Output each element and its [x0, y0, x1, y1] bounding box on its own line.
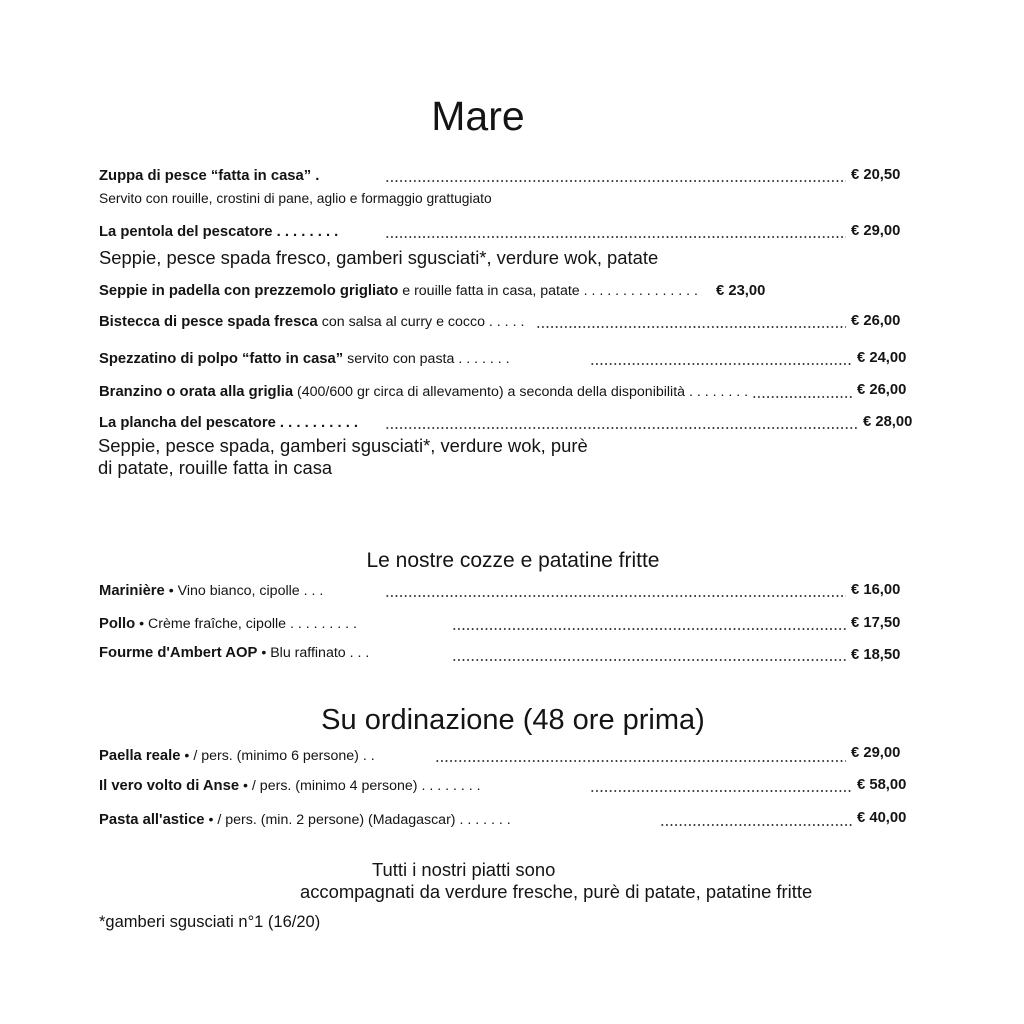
section-heading-ordinazione: Su ordinazione (48 ore prima) — [321, 704, 705, 736]
dish-description — [98, 435, 588, 479]
dish-detail: con salsa al curry e cocco . . . . . — [321, 314, 525, 330]
dish-name: Paella reale — [99, 748, 181, 764]
dish-detail: • / pers. (minimo 4 persone) . . . . . . . . — [243, 778, 481, 794]
menu-item — [0, 283, 1024, 300]
menu-item-label — [99, 314, 524, 331]
dish-detail: (400/600 gr circa di allevamento) a seconda della disponibilità . . . . . . . . — [297, 384, 749, 400]
page-title: Mare — [431, 93, 525, 139]
dot-leader — [385, 236, 846, 238]
menu-item-label — [99, 168, 319, 185]
dish-description-line: Seppie, pesce spada, gamberi sgusciati*, verdure wok, purè — [98, 435, 588, 456]
dish-detail: servito con pasta . . . . . . . — [347, 351, 510, 367]
dish-detail: • / pers. (min. 2 persone) (Madagascar) . . . . . . . — [208, 812, 511, 828]
menu-item — [0, 168, 1024, 185]
dish-name: Spezzatino di polpo “fatto in casa” — [99, 351, 344, 367]
menu-item — [0, 224, 1024, 241]
footer-line: accompagnati da verdure fresche, purè di patate, patatine fritte — [300, 881, 813, 902]
menu-item — [0, 745, 1024, 765]
dish-price: € 28,00 — [863, 414, 913, 430]
dish-price: € 24,00 — [857, 350, 907, 366]
menu-item — [0, 384, 1024, 401]
menu-item-label — [99, 748, 375, 765]
dish-description: Seppie, pesce spada fresco, gamberi sgusciati*, verdure wok, patate — [99, 247, 659, 268]
menu-item — [0, 351, 1024, 368]
dot-leader — [590, 363, 853, 365]
dish-price: € 23,00 — [716, 283, 766, 299]
menu-item-label — [99, 283, 698, 300]
menu-item-label — [99, 645, 369, 662]
menu-item — [0, 645, 1024, 662]
menu-item-label — [99, 778, 481, 795]
menu-item — [0, 812, 1024, 829]
dot-leader — [385, 180, 846, 182]
dot-leader — [752, 396, 853, 398]
dish-name: Bistecca di pesce spada fresca — [99, 314, 318, 330]
dot-leader — [660, 824, 853, 826]
dish-name: Il vero volto di Anse — [99, 778, 240, 794]
menu-item-label — [99, 351, 510, 368]
menu-item — [0, 314, 1024, 331]
dot-leader — [452, 659, 846, 661]
dish-price: € 16,00 — [851, 582, 901, 598]
dot-leader — [385, 427, 859, 429]
dish-price: € 26,00 — [857, 382, 907, 398]
dish-detail: • Crème fraîche, cipolle . . . . . . . . . — [139, 616, 357, 632]
dish-price: € 29,00 — [851, 745, 901, 761]
dish-note: Servito con rouille, crostini di pane, aglio e formaggio grattugiato — [99, 191, 492, 206]
menu-item — [0, 616, 1024, 633]
dish-name: Zuppa di pesce “fatta in casa” . — [99, 168, 320, 184]
dot-leader — [590, 790, 853, 792]
menu-item-label — [99, 384, 748, 401]
dish-detail: • / pers. (minimo 6 persone) . . — [184, 748, 375, 764]
dish-name: La plancha del pescatore . . . . . . . . . . — [99, 415, 359, 431]
footer-line: Tutti i nostri piatti sono — [372, 859, 556, 880]
dish-price: € 17,50 — [851, 615, 901, 631]
menu-item — [0, 778, 1024, 795]
menu-item-label — [99, 415, 358, 432]
dish-description-line: di patate, rouille fatta in casa — [98, 457, 333, 478]
dish-price: € 58,00 — [857, 777, 907, 793]
menu-item — [0, 583, 1024, 600]
menu-item-label — [99, 224, 338, 241]
menu-item-label — [99, 616, 357, 633]
dish-price: € 18,50 — [851, 647, 901, 663]
dish-detail: e rouille fatta in casa, patate . . . . . . . . . . . . . . . — [402, 283, 698, 299]
dot-leader — [452, 628, 846, 630]
menu-item-label — [99, 583, 323, 600]
dot-leader — [435, 760, 846, 762]
dish-name: Seppie in padella con prezzemolo grigliato — [99, 283, 399, 299]
dish-name: Pollo — [99, 616, 136, 632]
footnote: *gamberi sgusciati n°1 (16/20) — [99, 913, 321, 931]
dish-price: € 40,00 — [857, 810, 907, 826]
dish-name: La pentola del pescatore . . . . . . . . — [99, 224, 339, 240]
dish-price: € 29,00 — [851, 223, 901, 239]
dish-name: Branzino o orata alla griglia — [99, 384, 294, 400]
dish-name: Fourme d'Ambert AOP — [99, 645, 258, 661]
dish-name: Marinière — [99, 583, 165, 599]
dish-price: € 20,50 — [851, 167, 901, 183]
dot-leader — [536, 326, 846, 328]
dish-price: € 26,00 — [851, 313, 901, 329]
dot-leader — [385, 595, 846, 597]
section-heading-cozze: Le nostre cozze e patatine fritte — [366, 549, 660, 572]
menu-item — [0, 415, 1024, 432]
menu-item-label — [99, 812, 511, 829]
dish-name: Pasta all'astice — [99, 812, 205, 828]
dish-detail: • Vino bianco, cipolle . . . — [168, 583, 324, 599]
dish-detail: • Blu raffinato . . . — [261, 645, 370, 661]
